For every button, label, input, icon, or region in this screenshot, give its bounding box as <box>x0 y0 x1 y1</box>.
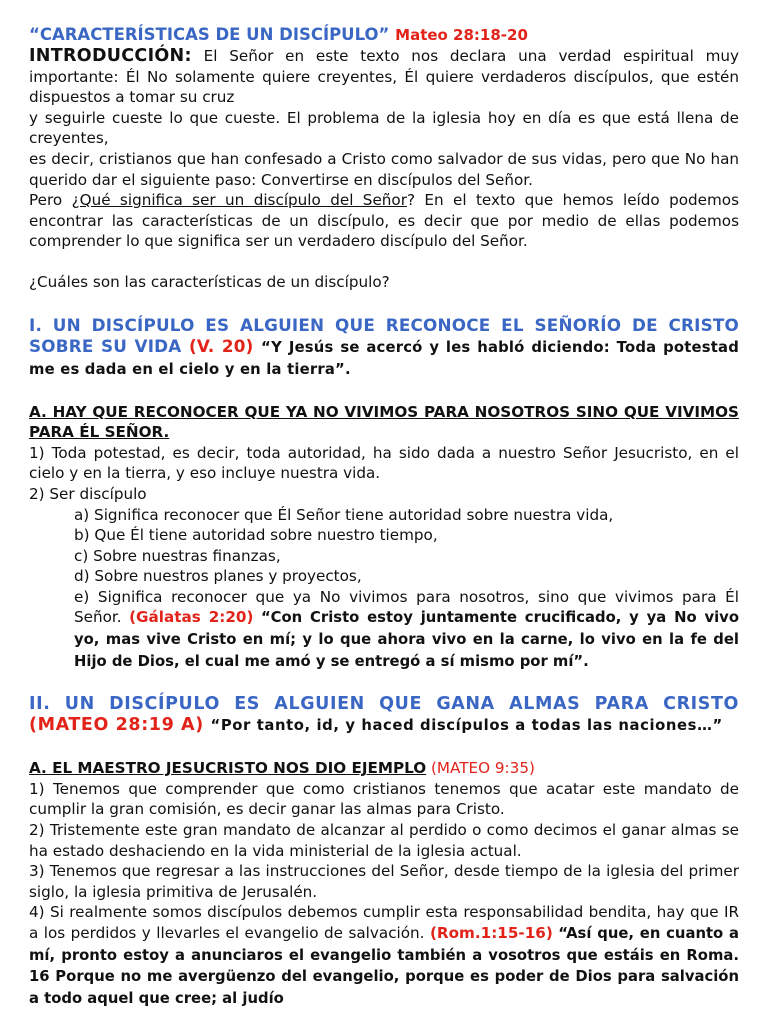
intro-question-underlined: ¿Qué significa ser un discípulo del Señor <box>71 191 407 210</box>
list-item: b) Que Él tiene autoridad sobre nuestro tiempo, <box>74 526 438 545</box>
section-2-point-1: 1) Tenemos que comprender que como cristianos tenemos que acatar este mandato de cumplir la gran comisión, es decir ganar las almas para Cristo. <box>29 779 739 819</box>
section-1-point-1: 1) Toda potestad, es decir, toda autoridad, ha sido dada a nuestro Señor Jesucristo, en el cielo y en la tierra, y eso incluye nuestra vida. <box>29 443 739 483</box>
list-item: a) Significa reconocer que Él Señor tiene autoridad sobre nuestra vida, <box>74 505 614 524</box>
section-2-ref: (MATEO 28:19 A) <box>29 715 204 736</box>
section-2-point-2: 2) Tristemente este gran mandato de alcanzar al perdido o como decimos el ganar almas se ha estado deshaciendo en la vida ministerial de la iglesia actual. <box>29 821 739 860</box>
intro-question: ¿Cuáles son las características de un discípulo? <box>29 272 390 291</box>
intro-p4-end: ? En el texto que hemos leído podemos encontrar las características de un discípulo, es decir que por medio de ellas podemos comprender lo que significa ser un verdadero discípulo del Señor. <box>29 191 739 251</box>
intro-paragraph-2: y seguirle cueste lo que cueste. El problema de la iglesia hoy en día es que está llena de creyentes, <box>29 108 739 148</box>
section-2-point-4-ref: (Rom.1:15-16) <box>429 924 553 942</box>
title-reference: Mateo 28:18-20 <box>395 26 528 44</box>
section-1-quote: “Y Jesús se acercó y les habló diciendo: Toda potestad me es dada en el cielo y en la tierra”. <box>29 338 739 378</box>
section-2-subheading-ref: (MATEO 9:35) <box>430 759 535 778</box>
section-1-point-2: 2) Ser discípulo <box>29 484 147 503</box>
section-2-quote: “Por tanto, id, y haced discípulos a todas las naciones…” <box>210 717 723 735</box>
section-2-point-4 <box>29 902 739 1009</box>
intro-text-1: El Señor en este texto nos declara una verdad espiritual muy importante: Él No solamente quiere creyentes, Él quiere verdaderos discípulos, que estén dispuestos a tomar su cruz <box>29 47 740 107</box>
list-item-e-text: e) Significa reconocer que ya No vivimos para nosotros, sino que vivimos para Él Señor. <box>74 587 739 627</box>
intro-p4-start: Pero <box>29 191 63 210</box>
intro-paragraph-4 <box>29 190 739 252</box>
intro-label: INTRODUCCIÓN: <box>29 46 192 66</box>
section-1-heading <box>29 315 739 380</box>
list-item-e-quote: “Con Cristo estoy juntamente crucificado, y ya No vivo yo, mas vive Cristo en mí; y lo que ahora vivo en la carne, lo vivo en la fe del Hijo de Dios, el cual me amó y se entregó a sí mismo por mí”. <box>74 609 739 670</box>
section-2-point-4-quote: “Así que, en cuanto a mí, pronto estoy a anunciaros el evangelio también a vosotros que estáis en Roma. 16 Porque no me avergüenzo del evangelio, porque es poder de Dios para salvación a todo aquel que cree; al judío <box>29 925 739 1007</box>
list-item: d) Sobre nuestros planes y proyectos, <box>74 567 362 586</box>
section-1-list <box>29 505 739 673</box>
section-1-subheading: A. HAY QUE RECONOCER QUE YA NO VIVIMOS PARA NOSOTROS SINO QUE VIVIMOS PARA ÉL SEÑOR. <box>29 402 739 442</box>
list-item-e <box>74 587 739 672</box>
intro-paragraph-3: es decir, cristianos que han confesado a Cristo como salvador de sus vidas, pero que No han querido dar el siguiente paso: Convertirse en discípulos del Señor. <box>29 149 739 189</box>
section-2-heading-text: II. UN DISCÍPULO ES ALGUIEN QUE GANA ALMAS PARA CRISTO <box>29 694 739 715</box>
section-2-subheading-text: A. EL MAESTRO JESUCRISTO NOS DIO EJEMPLO <box>29 759 427 778</box>
section-1-heading-text: I. UN DISCÍPULO ES ALGUIEN QUE RECONOCE EL SEÑORÍO DE CRISTO SOBRE SU VIDA <box>29 314 739 356</box>
section-2-point-4-text: 4) Si realmente somos discípulos debemos cumplir esta responsabilidad bendita, hay que IR a los perdidos y llevarles el evangelio de salvación. <box>29 903 739 942</box>
document-title <box>29 24 739 46</box>
title-text: “CARACTERÍSTICAS DE UN DISCÍPULO” <box>29 25 390 44</box>
list-item-e-ref: (Gálatas 2:20) <box>129 608 254 627</box>
section-2-heading <box>29 694 739 736</box>
section-2-point-3: 3) Tenemos que regresar a las instrucciones del Señor, desde tiempo de la iglesia del primer siglo, la iglesia primitiva de Jerusalén. <box>29 862 739 901</box>
intro-paragraph-1 <box>29 46 739 108</box>
list-item: c) Sobre nuestras finanzas, <box>74 546 281 565</box>
section-2-subheading <box>29 758 739 779</box>
section-1-ref: (V. 20) <box>188 335 254 356</box>
